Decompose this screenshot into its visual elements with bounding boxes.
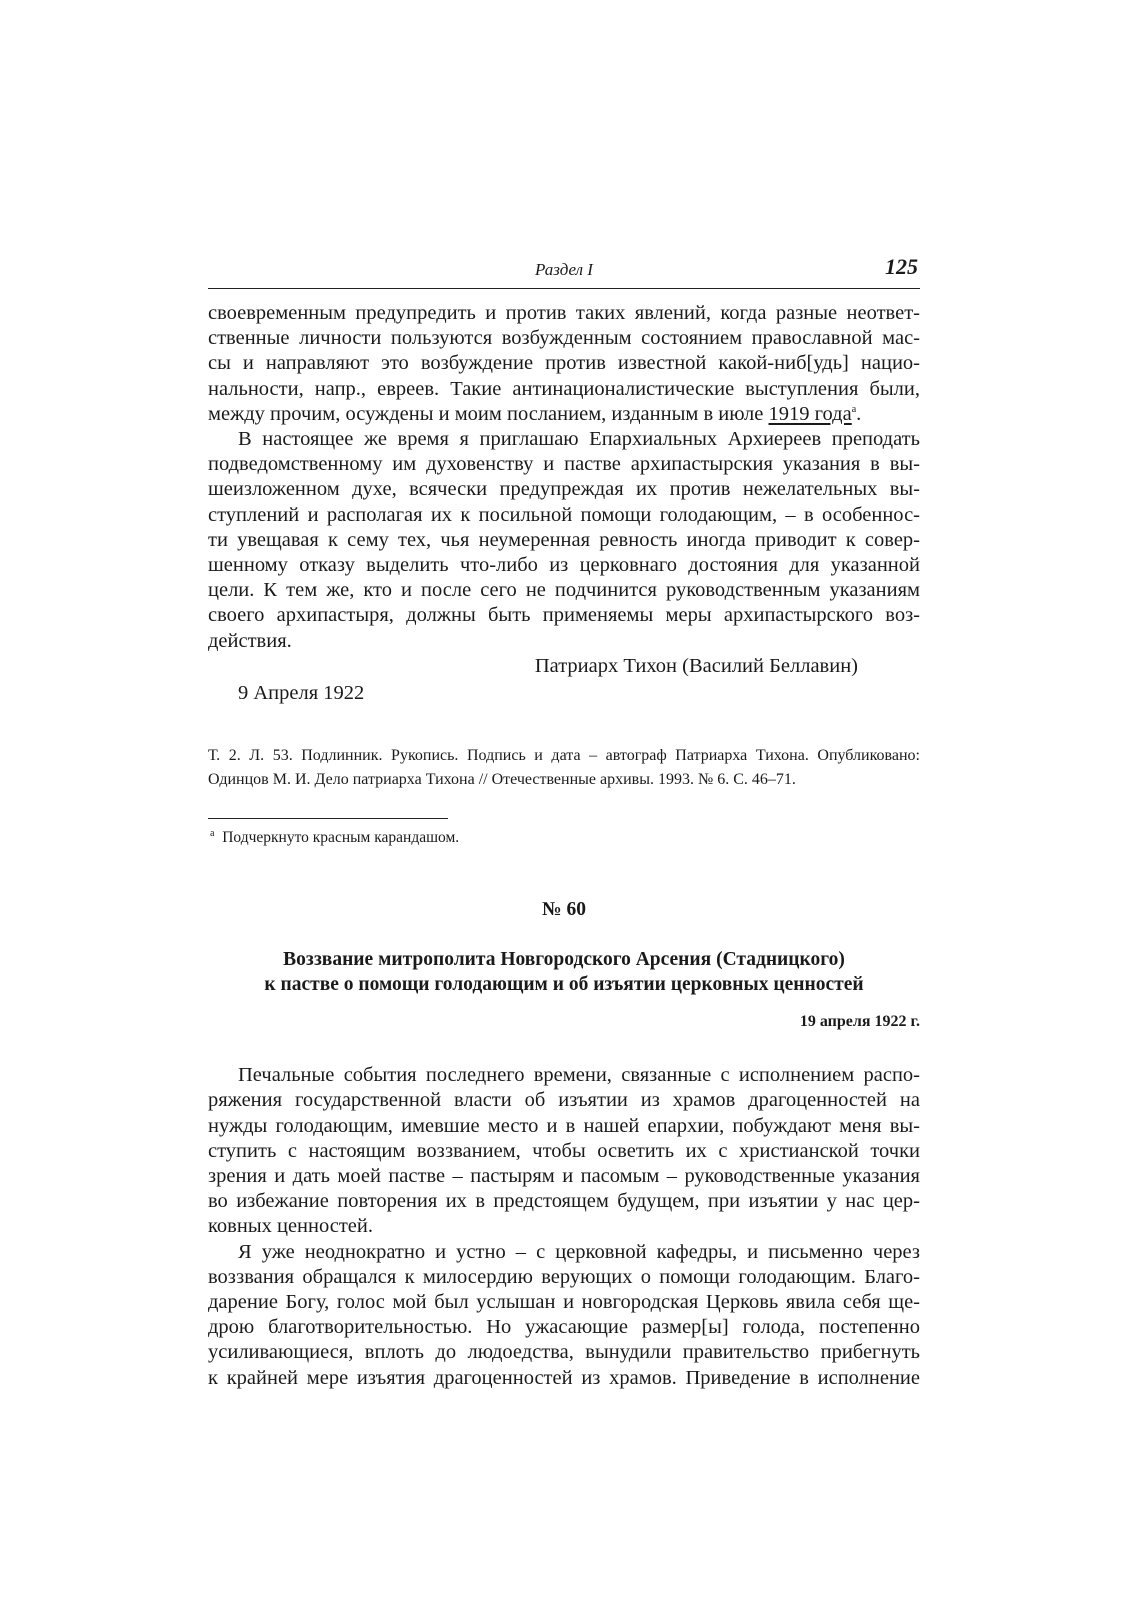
text-line: нальности, напр., евреев. Такие антинационалистические выступления были, — [208, 377, 920, 400]
running-header — [208, 250, 920, 289]
signature: Патриарх Тихон (Василий Беллавин) — [534, 654, 858, 677]
source-note — [208, 744, 920, 792]
text-line: дарение Богу, голос мой был услышан и новгородская Церковь явила себя ще- — [208, 1291, 920, 1314]
continued-text — [208, 301, 920, 706]
text-line: зрения и дать моей пастве – пастырям и пасомым – руководственные указания — [208, 1165, 920, 1188]
page-number: 125 — [885, 254, 918, 279]
footnote-text: Подчеркнуто красным карандашом. — [222, 829, 460, 847]
book-page — [208, 250, 920, 1391]
document-text — [208, 1063, 920, 1391]
text-line: цели. К тем же, кто и после сего не подчинится руководственным указаниям — [208, 579, 920, 602]
footnote-marker: а — [210, 828, 215, 840]
text-line: ряжения государственной власти об изъятии из храмов драгоценностей на — [208, 1089, 920, 1112]
text-line: ступлений и располагая их к посильной помощи голодающим, – в особеннос- — [208, 503, 920, 526]
text-line: подведомственному им духовенству и пастве архипастырския указания в вы- — [208, 453, 920, 476]
source-note-line: Одинцов М. И. Дело патриарха Тихона // Отечественные архивы. 1993. № 6. С. 46–71. — [208, 771, 796, 789]
letter-date: 9 Апреля 1922 — [238, 682, 365, 705]
paragraph — [208, 301, 920, 427]
text-line: ти увещавая к сему тех, чья неумеренная ревность иногда приводит к совер- — [208, 528, 920, 551]
text-line: сы и направляют это возбуждение против известной какой-ниб[удь] нацио- — [208, 352, 920, 375]
text-line: В настоящее же время я приглашаю Епархиальных Архиереев преподать — [238, 428, 920, 451]
text-line: Печальные события последнего времени, связанные с исполнением распо- — [238, 1064, 920, 1087]
text-line: ственные личности пользуются возбужденным состоянием православной мас- — [208, 327, 920, 350]
paragraph — [208, 427, 920, 654]
text-segment: . — [856, 402, 862, 425]
paragraph — [208, 1240, 920, 1391]
paragraph — [208, 1063, 920, 1239]
document-date: 19 апреля 1922 г. — [799, 1013, 920, 1031]
section-label: Раздел I — [535, 260, 593, 279]
document-title — [208, 947, 920, 997]
text-line: во избежание повторения их в предстоящем будущем, при изъятии у нас цер- — [208, 1190, 920, 1213]
text-line: своевременным предупредить и против таких явлений, когда разные неответ- — [208, 302, 920, 324]
source-note-line: Т. 2. Л. 53. Подлинник. Рукопись. Подпись и дата – автограф Патриарха Тихона. Опубликовано: — [208, 747, 920, 765]
text-line: действия. — [208, 629, 292, 652]
text-line: нужды голодающим, имевшие место и в нашей епархии, побуждают меня вы- — [208, 1114, 920, 1137]
footnote — [208, 829, 920, 847]
title-line: Воззвание митрополита Новгородского Арсения (Стадницкого) — [283, 949, 845, 971]
text-segment: между прочим, осуждены и моим посланием, изданным в июле — [208, 402, 769, 425]
text-line: к крайней мере изъятия драгоценностей из храмов. Приведение в исполнение — [208, 1366, 920, 1389]
text-line: усиливающиеся, вплоть до людоедства, вынудили правительство прибегнуть — [208, 1341, 920, 1364]
footnote-divider — [208, 818, 448, 819]
text-line — [208, 402, 920, 427]
text-line: ступить с настоящим воззванием, чтобы осветить их с христианской точки — [208, 1139, 920, 1162]
text-line: дрою благотворительностью. Но ужасающие размер[ы] голода, постепенно — [208, 1316, 920, 1339]
text-line: шеизложенном духе, всячески предупреждая их против нежелательных вы- — [208, 478, 920, 501]
footnote-marker: а — [851, 403, 857, 415]
text-line: Я уже неоднократно и устно – с церковной кафедры, и письменно через — [238, 1240, 920, 1263]
underlined-year: 1919 года — [768, 402, 852, 425]
text-line: шенному отказу выделить что-либо из церковнаго достояния для указанной — [208, 554, 920, 577]
title-line: к пастве о помощи голодающим и об изъятии церковных ценностей — [264, 974, 864, 996]
text-line: своего архипастыря, должны быть применяемы меры архипастырского воз- — [208, 604, 920, 627]
document-number: № 60 — [542, 899, 586, 921]
text-line: ковных ценностей. — [208, 1215, 373, 1238]
text-line: воззвания обращался к милосердию верующих о помощи голодающим. Благо- — [208, 1265, 920, 1288]
